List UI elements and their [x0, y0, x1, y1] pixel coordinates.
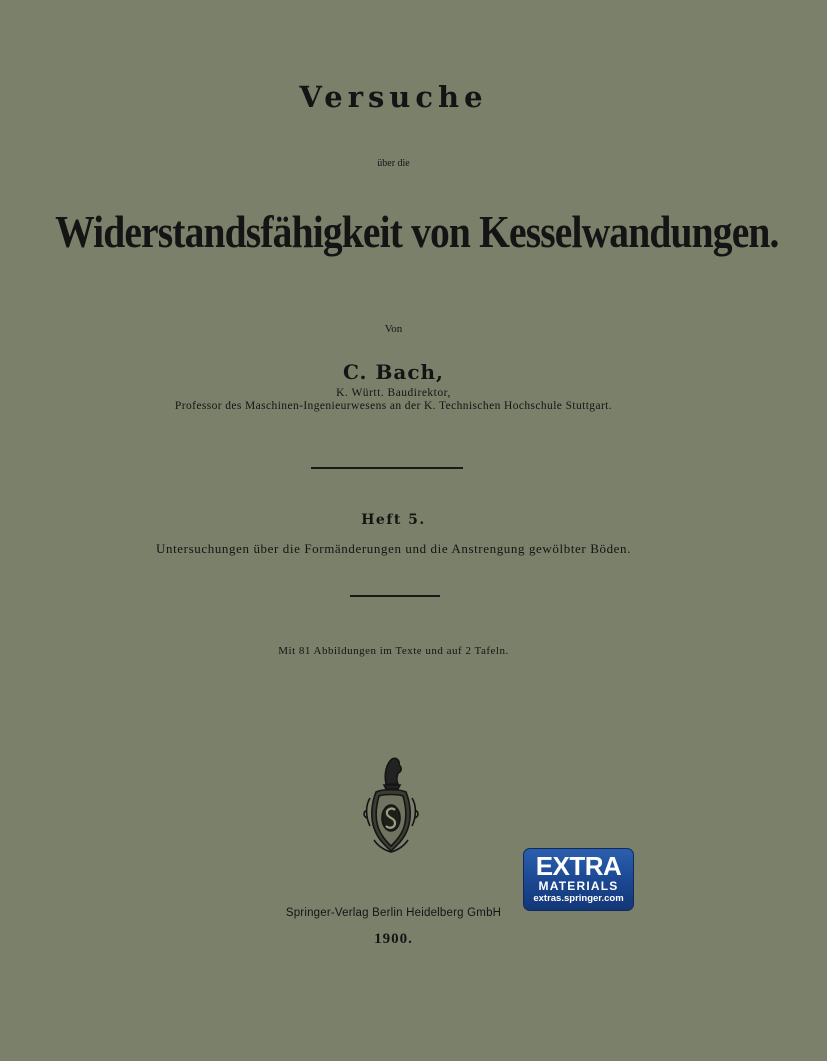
title-connector: über die — [377, 158, 410, 169]
volume-label: Heft 5. — [361, 512, 426, 528]
divider-rule-short — [350, 595, 440, 597]
book-subtitle: Widerstandsfähigkeit von Kesselwandungen. — [55, 206, 779, 257]
divider-rule — [311, 467, 463, 469]
publication-year: 1900. — [374, 931, 413, 947]
author-rank: K. Württ. Baudirektor, — [336, 387, 451, 399]
badge-subtitle: MATERIALS — [538, 879, 619, 893]
book-title: Versuche — [299, 80, 488, 114]
author-name: C. Bach, — [342, 360, 445, 384]
illustrations-note: Mit 81 Abbildungen im Texte und auf 2 Tafeln. — [278, 645, 509, 657]
volume-title: Untersuchungen über die Formänderungen und die Anstrengung gewölbter Böden. — [156, 541, 631, 556]
badge-url: extras.springer.com — [533, 893, 624, 904]
extra-materials-badge[interactable] — [523, 848, 634, 911]
publisher-name: Springer-Verlag Berlin Heidelberg GmbH — [285, 907, 502, 919]
by-label: Von — [384, 323, 403, 335]
springer-chess-knight-logo-icon — [362, 754, 420, 854]
author-position: Professor des Maschinen-Ingenieurwesens an der K. Technischen Hochschule Stuttgart. — [174, 400, 613, 412]
badge-title: EXTRA — [535, 851, 622, 881]
